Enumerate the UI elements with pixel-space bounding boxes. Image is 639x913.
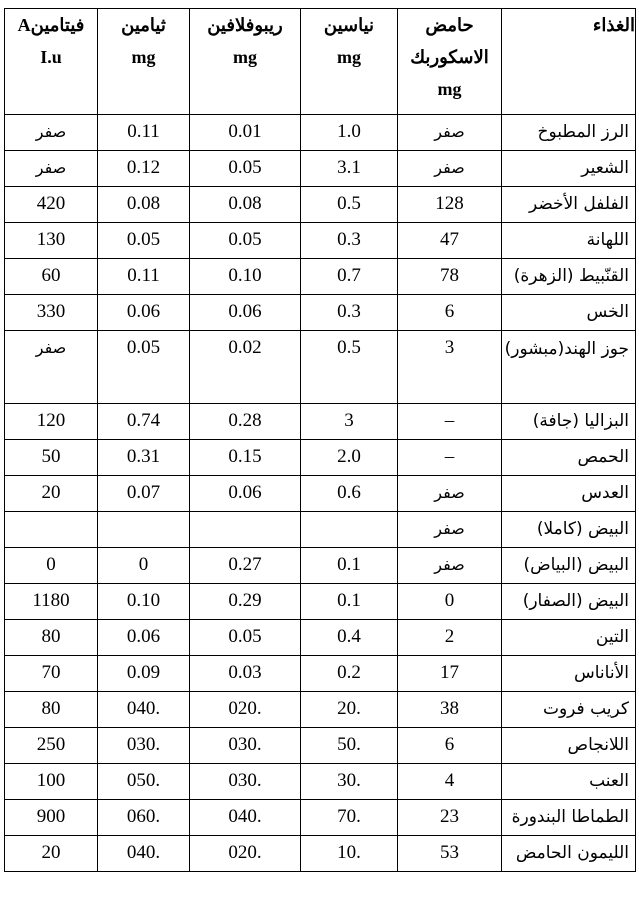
table-row bbox=[5, 295, 636, 331]
header-thiamine-label: ثيامين bbox=[121, 15, 166, 35]
table-row bbox=[5, 764, 636, 800]
cell-niacin: 0.4 bbox=[301, 620, 398, 656]
cell-riboflavin: 0.06 bbox=[190, 476, 301, 512]
cell-vitamin-a: 900 bbox=[5, 800, 98, 836]
cell-thiamine: 0.74 bbox=[98, 404, 190, 440]
table-row bbox=[5, 692, 636, 728]
cell-ascorbic: 17 bbox=[398, 656, 502, 692]
cell-vitamin-a: 420 bbox=[5, 187, 98, 223]
cell-riboflavin: 0.05 bbox=[190, 620, 301, 656]
cell-thiamine: 0.05 bbox=[98, 331, 190, 404]
cell-niacin: 0.5 bbox=[301, 187, 398, 223]
cell-food: الأناناس bbox=[502, 656, 636, 692]
cell-food: البزاليا (جافة) bbox=[502, 404, 636, 440]
cell-thiamine: .040 bbox=[98, 692, 190, 728]
cell-vitamin-a: صفر bbox=[5, 151, 98, 187]
cell-niacin: 0.3 bbox=[301, 223, 398, 259]
cell-thiamine bbox=[98, 512, 190, 548]
cell-thiamine: 0 bbox=[98, 548, 190, 584]
cell-food: البيض (البياض) bbox=[502, 548, 636, 584]
cell-ascorbic: 128 bbox=[398, 187, 502, 223]
cell-niacin: .30 bbox=[301, 764, 398, 800]
cell-riboflavin: 0.15 bbox=[190, 440, 301, 476]
cell-riboflavin: .020 bbox=[190, 836, 301, 872]
cell-vitamin-a: 120 bbox=[5, 404, 98, 440]
table-row bbox=[5, 331, 636, 404]
cell-food: كريب فروت bbox=[502, 692, 636, 728]
cell-vitamin-a: 80 bbox=[5, 692, 98, 728]
cell-food: العنب bbox=[502, 764, 636, 800]
cell-food: الشعير bbox=[502, 151, 636, 187]
cell-niacin: 0.1 bbox=[301, 548, 398, 584]
cell-ascorbic: 2 bbox=[398, 620, 502, 656]
cell-ascorbic: 6 bbox=[398, 295, 502, 331]
cell-niacin: 0.3 bbox=[301, 295, 398, 331]
table-row bbox=[5, 836, 636, 872]
cell-food: الليمون الحامض bbox=[502, 836, 636, 872]
cell-food: التين bbox=[502, 620, 636, 656]
table-row bbox=[5, 223, 636, 259]
cell-ascorbic: 4 bbox=[398, 764, 502, 800]
cell-riboflavin: 0.27 bbox=[190, 548, 301, 584]
cell-thiamine: 0.12 bbox=[98, 151, 190, 187]
cell-niacin: .20 bbox=[301, 692, 398, 728]
table-row bbox=[5, 800, 636, 836]
table-row bbox=[5, 728, 636, 764]
table-row bbox=[5, 440, 636, 476]
cell-food: العدس bbox=[502, 476, 636, 512]
cell-niacin: .50 bbox=[301, 728, 398, 764]
table-row bbox=[5, 620, 636, 656]
cell-ascorbic: صفر bbox=[398, 151, 502, 187]
cell-niacin: 0.7 bbox=[301, 259, 398, 295]
header-niacin-unit: mg bbox=[337, 47, 361, 67]
cell-thiamine: .030 bbox=[98, 728, 190, 764]
cell-riboflavin: 0.01 bbox=[190, 115, 301, 151]
cell-ascorbic: 47 bbox=[398, 223, 502, 259]
table-row bbox=[5, 187, 636, 223]
cell-thiamine: 0.09 bbox=[98, 656, 190, 692]
cell-ascorbic: صفر bbox=[398, 512, 502, 548]
cell-niacin: 0.5 bbox=[301, 331, 398, 404]
header-riboflavin-unit: mg bbox=[233, 47, 257, 67]
cell-food: الطماطا البندورة bbox=[502, 800, 636, 836]
cell-niacin: 0.2 bbox=[301, 656, 398, 692]
cell-ascorbic: 23 bbox=[398, 800, 502, 836]
cell-thiamine: 0.31 bbox=[98, 440, 190, 476]
cell-food: اللانجاص bbox=[502, 728, 636, 764]
cell-vitamin-a: 80 bbox=[5, 620, 98, 656]
cell-riboflavin: .040 bbox=[190, 800, 301, 836]
header-vitamin-a bbox=[5, 9, 98, 115]
cell-thiamine: 0.11 bbox=[98, 259, 190, 295]
cell-ascorbic: 38 bbox=[398, 692, 502, 728]
cell-riboflavin: 0.02 bbox=[190, 331, 301, 404]
cell-vitamin-a: 70 bbox=[5, 656, 98, 692]
header-thiamine-unit: mg bbox=[131, 47, 156, 67]
cell-food: اللهانة bbox=[502, 223, 636, 259]
header-ascorbic-line1: حامض bbox=[425, 15, 474, 35]
cell-niacin: .10 bbox=[301, 836, 398, 872]
cell-food: الحمص bbox=[502, 440, 636, 476]
header-ascorbic-line2: الاسكوربك bbox=[410, 47, 489, 67]
cell-niacin bbox=[301, 512, 398, 548]
header-thiamine bbox=[98, 9, 190, 115]
nutrition-table bbox=[4, 8, 636, 872]
cell-food: البيض (كاملا) bbox=[502, 512, 636, 548]
cell-thiamine: 0.08 bbox=[98, 187, 190, 223]
table-row bbox=[5, 151, 636, 187]
table-row bbox=[5, 548, 636, 584]
table-row bbox=[5, 584, 636, 620]
table-row bbox=[5, 115, 636, 151]
cell-niacin: 0.6 bbox=[301, 476, 398, 512]
cell-vitamin-a: 250 bbox=[5, 728, 98, 764]
cell-riboflavin: 0.28 bbox=[190, 404, 301, 440]
cell-vitamin-a: صفر bbox=[5, 115, 98, 151]
cell-vitamin-a: 50 bbox=[5, 440, 98, 476]
header-niacin-label: نياسين bbox=[323, 15, 375, 35]
cell-food: الرز المطبوخ bbox=[502, 115, 636, 151]
cell-riboflavin: 0.29 bbox=[190, 584, 301, 620]
cell-riboflavin: 0.03 bbox=[190, 656, 301, 692]
cell-food: الفلفل الأخضر bbox=[502, 187, 636, 223]
cell-vitamin-a: 20 bbox=[5, 836, 98, 872]
cell-niacin: 0.1 bbox=[301, 584, 398, 620]
cell-vitamin-a: 330 bbox=[5, 295, 98, 331]
cell-niacin: 1.0 bbox=[301, 115, 398, 151]
table-header-row bbox=[5, 9, 636, 115]
cell-ascorbic: 3 bbox=[398, 331, 502, 404]
cell-ascorbic: 0 bbox=[398, 584, 502, 620]
cell-vitamin-a: 60 bbox=[5, 259, 98, 295]
cell-riboflavin: 0.06 bbox=[190, 295, 301, 331]
header-vitamin-a-label: فيتامينA bbox=[17, 15, 85, 35]
cell-riboflavin: .020 bbox=[190, 692, 301, 728]
table-row bbox=[5, 476, 636, 512]
cell-thiamine: 0.07 bbox=[98, 476, 190, 512]
cell-riboflavin: 0.10 bbox=[190, 259, 301, 295]
cell-thiamine: 0.06 bbox=[98, 295, 190, 331]
cell-food: البيض (الصفار) bbox=[502, 584, 636, 620]
header-riboflavin-label: ريبوفلافين bbox=[207, 15, 283, 35]
header-food-label: الغذاء bbox=[592, 15, 635, 35]
cell-riboflavin: 0.08 bbox=[190, 187, 301, 223]
cell-ascorbic: صفر bbox=[398, 476, 502, 512]
cell-thiamine: .040 bbox=[98, 836, 190, 872]
cell-ascorbic: – bbox=[398, 440, 502, 476]
cell-thiamine: .050 bbox=[98, 764, 190, 800]
cell-ascorbic: – bbox=[398, 404, 502, 440]
cell-riboflavin: 0.05 bbox=[190, 223, 301, 259]
cell-ascorbic: صفر bbox=[398, 115, 502, 151]
cell-riboflavin: .030 bbox=[190, 764, 301, 800]
cell-vitamin-a: 100 bbox=[5, 764, 98, 800]
cell-thiamine: 0.06 bbox=[98, 620, 190, 656]
cell-niacin: 2.0 bbox=[301, 440, 398, 476]
cell-vitamin-a: صفر bbox=[5, 331, 98, 404]
cell-thiamine: 0.10 bbox=[98, 584, 190, 620]
header-ascorbic bbox=[398, 9, 502, 115]
cell-niacin: 3 bbox=[301, 404, 398, 440]
header-riboflavin bbox=[190, 9, 301, 115]
cell-thiamine: 0.05 bbox=[98, 223, 190, 259]
cell-vitamin-a: 0 bbox=[5, 548, 98, 584]
header-niacin bbox=[301, 9, 398, 115]
cell-vitamin-a bbox=[5, 512, 98, 548]
cell-thiamine: .060 bbox=[98, 800, 190, 836]
cell-food: القنّبيط (الزهرة) bbox=[502, 259, 636, 295]
cell-vitamin-a: 20 bbox=[5, 476, 98, 512]
header-food bbox=[502, 9, 636, 115]
cell-food: الخس bbox=[502, 295, 636, 331]
cell-food: جوز الهند(مبشور) bbox=[502, 331, 636, 404]
cell-ascorbic: 6 bbox=[398, 728, 502, 764]
table-row bbox=[5, 404, 636, 440]
cell-riboflavin: 0.05 bbox=[190, 151, 301, 187]
cell-riboflavin bbox=[190, 512, 301, 548]
table-row bbox=[5, 656, 636, 692]
cell-niacin: 3.1 bbox=[301, 151, 398, 187]
table-row bbox=[5, 259, 636, 295]
cell-riboflavin: .030 bbox=[190, 728, 301, 764]
cell-ascorbic: 53 bbox=[398, 836, 502, 872]
cell-vitamin-a: 130 bbox=[5, 223, 98, 259]
table-row bbox=[5, 512, 636, 548]
header-vitamin-a-unit: I.u bbox=[40, 47, 62, 67]
cell-vitamin-a: 1180 bbox=[5, 584, 98, 620]
cell-thiamine: 0.11 bbox=[98, 115, 190, 151]
cell-niacin: .70 bbox=[301, 800, 398, 836]
header-ascorbic-unit: mg bbox=[437, 79, 462, 99]
cell-ascorbic: صفر bbox=[398, 548, 502, 584]
table-body bbox=[5, 115, 636, 872]
cell-ascorbic: 78 bbox=[398, 259, 502, 295]
